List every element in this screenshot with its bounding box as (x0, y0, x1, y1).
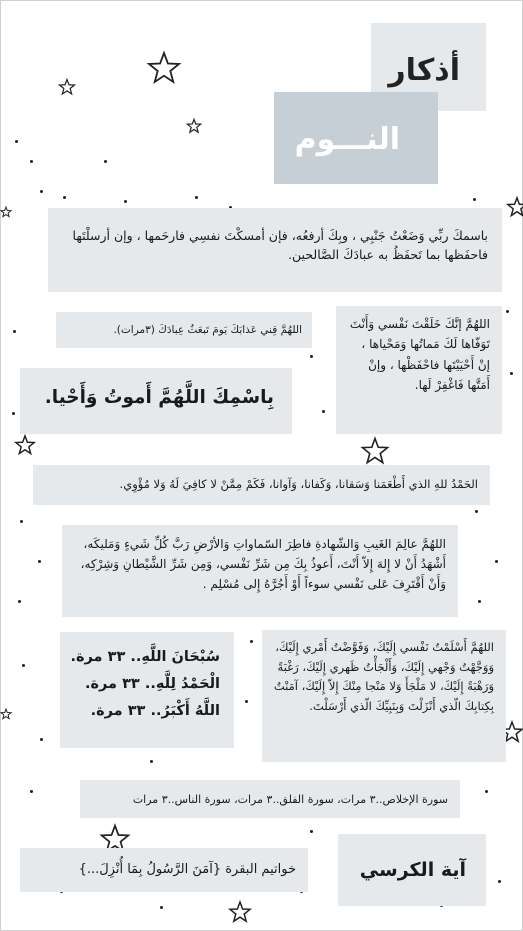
dhikr-text: بِاسْمِكَ اللَّهُمَّ أَموتُ وَأَحْيا. (44, 387, 274, 408)
dot-decoration (12, 412, 15, 415)
dot-decoration (63, 196, 66, 199)
dot-decoration (322, 410, 325, 413)
dot-decoration (30, 790, 33, 793)
dot-decoration (498, 880, 501, 883)
dhikr-card-bismika-rabbi (48, 208, 502, 292)
star-icon (58, 78, 76, 96)
dot-decoration (195, 196, 198, 199)
dot-decoration (310, 830, 313, 833)
dhikr-text: خواتيم البقرة {آمَنَ الرَّسُولُ بِمَا أُنْزِلَ...} (78, 862, 296, 877)
dot-decoration (40, 190, 43, 193)
dot-decoration (310, 355, 313, 358)
dhikr-text: اللهُمَّ إنَّكَ خَلَقْتَ نَفْسي وَأَنْتَ تَوَفّاها لَكَ مَماتُها وَمَحْياها ، إنْ أَحْيَيْتَها فاحْفَظْها ، وإنْ أَمَتَّها فَاغْفِرْ لَها. (349, 317, 490, 393)
star-icon (0, 708, 12, 720)
dot-decoration (250, 640, 253, 643)
dot-decoration (475, 510, 478, 513)
star-icon (0, 206, 12, 218)
dhikr-card-muawwidhat (80, 780, 460, 818)
dhikr-text: باسمكَ ربِّي وَضَعْتُ جَنْبِي ، وبِكَ أرفعُه، فإن أمسكْتَ نفسِي فارحَمها ، وإن أرسلْتَها فاحفَظها بما تَحفَظُ به عبادَكَ الصَّالحين. (72, 228, 488, 263)
dot-decoration (104, 160, 107, 163)
dhikr-card-khawatim-albaqarah (20, 848, 308, 892)
star-icon (360, 436, 390, 466)
dhikr-card-ayat-alkursi (338, 834, 486, 906)
tasbih-subhanallah: سُبْحَانَ اللَّهِ.. ٣٣ مرة. (70, 649, 220, 665)
dhikr-card-alhamdulillah (33, 465, 490, 505)
star-icon (506, 196, 523, 218)
dot-decoration (22, 664, 25, 667)
dhikr-text: سورة الإخلاص..٣ مرات، سورة الفلق..٣ مرات، سورة الناس..٣ مرات (132, 793, 448, 806)
dot-decoration (15, 140, 18, 143)
tasbih-alhamdulillah: الْحَمْدُ لِلَّهِ.. ٣٣ مرة. (84, 675, 220, 692)
dhikr-card-qini-adhabak (56, 312, 312, 348)
dot-decoration (20, 520, 23, 523)
dot-decoration (124, 200, 127, 203)
title-box-nawm (274, 92, 438, 184)
dot-decoration (18, 600, 21, 603)
star-icon (228, 900, 252, 924)
dot-decoration (160, 906, 163, 909)
dot-decoration (38, 560, 41, 563)
star-icon (186, 118, 202, 134)
dhikr-text: الحَمْدُ للهِ الذي أَطْعَمَنا وَسَقانا، وَكَفانا، وَآوانا، فَكَمْ مِمَّنْ لا كافِيَ لَهُ وَلا مُؤْوِي. (119, 477, 478, 491)
dot-decoration (150, 760, 153, 763)
star-icon (146, 50, 182, 86)
dot-decoration (485, 790, 488, 793)
dot-decoration (40, 738, 43, 741)
dot-decoration (510, 372, 513, 375)
dot-decoration (506, 310, 509, 313)
star-icon (14, 434, 36, 456)
dot-decoration (478, 600, 481, 603)
dhikr-text: اللهُمَّ أَسْلَمْتُ نَفْسي إِلَيْكَ، وَفَوَّضْتُ أَمْري إِلَيْكَ، وَوَجَّهْتُ وَجْهي إِلَيْكَ، وَأَلْجَأْتُ ظَهري إِلَيْكَ، رَغْبَةً وَرَهْبَةً إِلَيْكَ، لا مَلْجَأَ وَلا مَنْجا مِنْكَ إِلاّ إِلَيْكَ، آمَنْتُ بِكِتابِكَ الّذي أَنْزَلْتَ وَبِنَبِيِّكَ الّذي أَرْسَلْتَ. (273, 640, 494, 713)
dhikr-text: اللهُمَّ قِني عَذابَكَ يَومَ تَبعَثُ عِبادَكَ (٣مرات). (113, 324, 302, 336)
dhikr-card-alim-alghaib (62, 525, 458, 617)
dhikr-text: اللهُمَّ عالِمَ الغَيبِ وَالشّهادةِ فاطِرَ السّماواتِ وَالأرْضِ رَبَّ كُلِّ شَيءٍ وَمَليكَه، أَشْهَدُ أَنْ لا إِلهَ إِلاّ أَنْتَ، أَعوذُ بِكَ مِن شَرِّ نَفْسي، وَمِن شَرِّ الشَّيْطانِ وَشِرْكِه، وَأَنْ أَقْتَرِفَ عَلى نَفْسي سوءاً أَوْ أَجُرَّهُ إِلى مُسْلِم . (80, 537, 446, 591)
dhikr-card-khalaqta-nafsi (336, 306, 502, 434)
dot-decoration (245, 700, 248, 703)
dhikr-text: آية الكرسي (359, 859, 466, 881)
dot-decoration (473, 198, 476, 201)
page-subtitle: النـــوم (294, 122, 400, 157)
page-title: أذكار (388, 53, 460, 88)
dot-decoration (13, 330, 16, 333)
dhikr-card-tasbih (60, 632, 234, 748)
dot-decoration (495, 560, 498, 563)
tasbih-allahu-akbar: اللَّهُ أَكْبَرُ.. ٣٣ مرة. (90, 702, 220, 719)
dot-decoration (30, 160, 33, 163)
dhikr-card-aslamtu-nafsi (262, 630, 506, 762)
dhikr-card-bismika-amootu (20, 368, 292, 434)
